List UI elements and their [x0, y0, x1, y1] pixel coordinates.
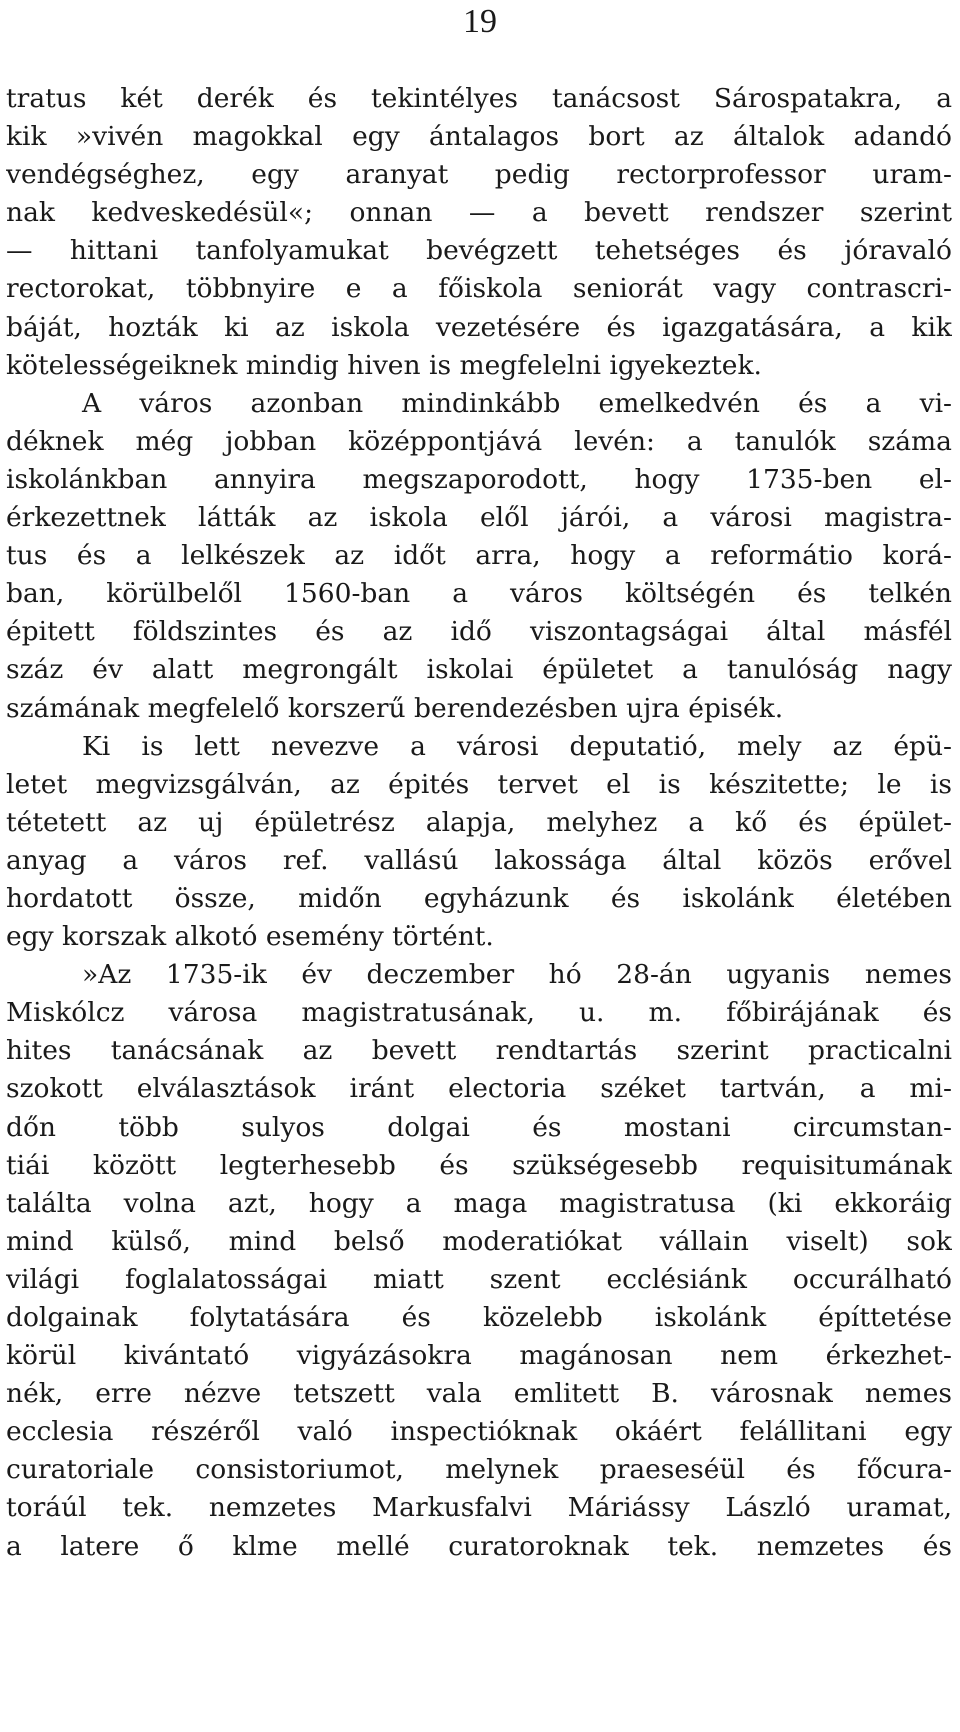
text-line: dolgainak folytatására és közelebb iskolánk építtetése	[6, 1302, 952, 1333]
text-line: találta volna azt, hogy a maga magistratusa (ki ekkoráig	[6, 1187, 952, 1219]
text-line: világi foglalatosságai miatt szent ecclésiánk occurálható	[6, 1263, 952, 1295]
text-line: körül kivántató vigyázásokra magánosan nem érkezhet-	[6, 1340, 952, 1372]
text-line: »Az 1735-ik év deczember hó 28-án ugyanis nemes	[82, 959, 952, 991]
text-line: száz év alatt megrongált iskolai épületet a tanulóság nagy	[6, 654, 952, 686]
text-line: egy korszak alkotó esemény történt.	[6, 921, 494, 953]
text-line: a latere ő klme mellé curatoroknak tek. nemzetes és	[6, 1530, 952, 1562]
text-line: toráúl tek. nemzetes Markusfalvi Máriássy László uramat,	[6, 1492, 952, 1524]
text-line: déknek még jobban középpontjává levén: a tanulók száma	[6, 425, 952, 457]
text-line: rectorokat, többnyire e a főiskola seniorát vagy contrascri-	[6, 273, 952, 305]
text-line: — hittani tanfolyamukat bevégzett tehetséges és jóravaló	[6, 235, 952, 267]
text-line: hites tanácsának az bevett rendtartás szerint practicalni	[6, 1035, 952, 1067]
text-line: tus és a lelkészek az időt arra, hogy a reformátio korá-	[6, 540, 952, 572]
text-line: kik »vivén magokkal egy ántalagos bort az általok adandó	[6, 121, 952, 153]
text-line: épitett földszintes és az idő viszontagságai által másfél	[6, 616, 952, 648]
text-line: báját, hozták ki az iskola vezetésére és igazgatására, a kik	[6, 311, 952, 343]
text-line: tétetett az uj épületrész alapja, melyhez a kő és épület-	[6, 806, 952, 838]
text-line: hordatott össze, midőn egyházunk és iskolánk életében	[6, 882, 952, 914]
text-line: Ki is lett nevezve a városi deputatió, mely az épü-	[82, 730, 952, 762]
text-line: ban, körülbelől 1560-ban a város költségén és telkén	[6, 578, 952, 610]
text-line: curatoriale consistoriumot, melynek praeseséül és főcura-	[6, 1454, 952, 1486]
text-line: A város azonban mindinkább emelkedvén és a vi-	[82, 387, 952, 419]
paragraph-4	[6, 956, 952, 1566]
text-line: ecclesia részéről való inspectióknak okáért felállitani egy	[6, 1416, 952, 1448]
text-line: kötelességeiknek mindig hiven is megfelelni igyekeztek.	[6, 349, 762, 381]
text-line: tratus két derék és tekintélyes tanácsost Sárospatakra, a	[6, 83, 952, 114]
text-line: szokott elválasztások iránt electoria széket tartván, a mi-	[6, 1073, 952, 1105]
text-line: nék, erre nézve tetszett vala emlitett B. városnak nemes	[6, 1378, 952, 1410]
text-line: iskolánkban annyira megszaporodott, hogy 1735-ben el-	[6, 463, 952, 495]
text-line: Miskólcz városa magistratusának, u. m. főbirájának és	[6, 997, 952, 1029]
text-line: számának megfelelő korszerű berendezésben ujra épisék.	[6, 692, 784, 724]
page-number: 19	[463, 3, 497, 40]
text-line: vendégséghez, egy aranyat pedig rectorprofessor uram-	[6, 159, 952, 191]
paragraph-2	[6, 385, 952, 728]
text-line: anyag a város ref. vallású lakossága által közös erővel	[6, 844, 952, 876]
text-line: nak kedveskedésül«; onnan — a bevett rendszer szerint	[6, 197, 952, 229]
text-line: dőn több sulyos dolgai és mostani circumstan-	[6, 1111, 952, 1143]
paragraph-1	[6, 80, 952, 385]
text-line: letet megvizsgálván, az épités tervet el is készitette; le is	[6, 768, 952, 800]
text-line: tiái között legterhesebb és szükségesebb requisitumának	[6, 1149, 952, 1181]
text-line: mind külső, mind belső moderatiókat vállain viselt) sok	[6, 1225, 952, 1257]
text-line: érkezettnek látták az iskola elől járói, a városi magistra-	[6, 502, 952, 534]
paragraph-3	[6, 728, 952, 957]
page-text	[6, 80, 952, 1566]
